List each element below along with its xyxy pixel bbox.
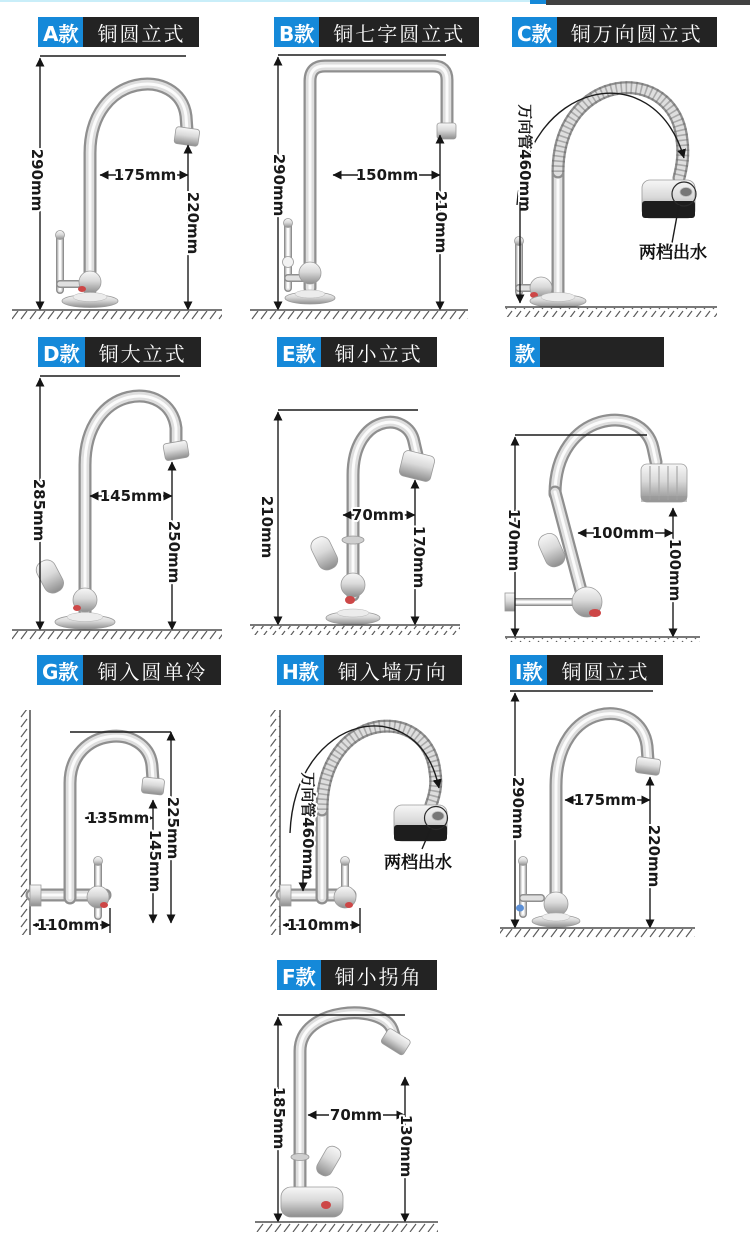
model-title: 铜万向圆立式 bbox=[557, 17, 717, 47]
ground bbox=[250, 625, 460, 635]
panel-h bbox=[250, 650, 495, 962]
dimension-annotations bbox=[270, 55, 450, 310]
spout-drop-dim-label: 220mm bbox=[184, 191, 202, 255]
top-strip-cyan bbox=[0, 0, 533, 2]
model-badge: B款 bbox=[274, 17, 319, 47]
top-strip-blue bbox=[530, 0, 546, 4]
panel-blank bbox=[495, 332, 740, 644]
hose-length-label: 万向管460mm bbox=[299, 772, 317, 880]
faucet-diagram-h bbox=[250, 688, 490, 960]
wall-offset-dim-label: 110mm bbox=[36, 916, 100, 934]
model-badge: I款 bbox=[510, 655, 547, 685]
model-title: 铜小拐角 bbox=[321, 960, 437, 990]
ground bbox=[505, 307, 717, 317]
spout-reach-dim-label: 100mm bbox=[591, 524, 655, 542]
panel-c-header bbox=[512, 17, 740, 47]
faucet-illustration bbox=[515, 88, 696, 308]
panel-d-header bbox=[38, 337, 255, 367]
panel-g bbox=[10, 650, 255, 962]
panel-a bbox=[10, 12, 255, 324]
wall-offset-dim-label: 110mm bbox=[286, 916, 350, 934]
model-badge: G款 bbox=[37, 655, 83, 685]
outer-height-dim-label: 225mm bbox=[164, 796, 182, 860]
model-title: 铜圆立式 bbox=[83, 17, 199, 47]
faucet-diagram-c bbox=[495, 50, 740, 322]
inner-height-dim-label: 145mm bbox=[146, 829, 164, 893]
ground bbox=[255, 1222, 438, 1232]
model-badge: F款 bbox=[277, 960, 321, 990]
height-dim-label: 185mm bbox=[270, 1086, 288, 1150]
model-title: 铜圆立式 bbox=[547, 655, 663, 685]
panel-i-header bbox=[510, 655, 740, 685]
spout-reach-dim-label: 135mm bbox=[86, 809, 150, 827]
spout-reach-dim-label: 150mm bbox=[355, 166, 419, 184]
faucet-diagram-b bbox=[250, 50, 490, 322]
panel-i bbox=[495, 650, 740, 962]
hose-length-label: 万向管460mm bbox=[516, 104, 534, 212]
spray-mode-label: 两档出水 bbox=[639, 243, 707, 263]
spout-reach-dim-label: 70mm bbox=[329, 1106, 383, 1124]
faucet-illustration bbox=[505, 420, 687, 617]
panel-blank-header bbox=[510, 337, 740, 367]
model-badge: H款 bbox=[277, 655, 324, 685]
model-title bbox=[540, 337, 664, 367]
dimension-annotations bbox=[258, 410, 428, 625]
faucet-illustration bbox=[516, 714, 661, 927]
panel-b bbox=[250, 12, 495, 324]
height-dim-label: 290mm bbox=[509, 776, 527, 840]
faucet-illustration bbox=[56, 84, 200, 307]
ground bbox=[500, 928, 695, 938]
faucet-diagram-i bbox=[495, 688, 740, 960]
spout-drop-dim-label: 210mm bbox=[432, 190, 450, 254]
spout-drop-dim-label: 130mm bbox=[397, 1114, 415, 1178]
faucet-diagram-f bbox=[255, 993, 495, 1245]
panel-e-header bbox=[277, 337, 495, 367]
spout-drop-dim-label: 100mm bbox=[666, 538, 684, 602]
model-title: 铜小立式 bbox=[321, 337, 437, 367]
spout-reach-dim-label: 70mm bbox=[351, 506, 405, 524]
model-badge: 款 bbox=[510, 337, 540, 367]
panel-c bbox=[495, 12, 740, 324]
panel-f bbox=[255, 955, 500, 1248]
faucet-illustration bbox=[33, 396, 189, 629]
model-title: 铜入圆单冷 bbox=[83, 655, 221, 685]
panel-a-header bbox=[38, 17, 255, 47]
spray-mode-label: 两档出水 bbox=[384, 853, 452, 873]
height-dim-label: 170mm bbox=[505, 508, 523, 572]
panel-h-header bbox=[277, 655, 495, 685]
spout-drop-dim-label: 250mm bbox=[165, 520, 183, 584]
ground bbox=[12, 310, 222, 320]
spout-reach-dim-label: 175mm bbox=[113, 166, 177, 184]
model-title: 铜大立式 bbox=[85, 337, 201, 367]
faucet-diagram-a bbox=[10, 50, 250, 322]
model-title: 铜入墙万向 bbox=[324, 655, 462, 685]
ground bbox=[250, 310, 468, 320]
model-badge: E款 bbox=[277, 337, 321, 367]
faucet-diagram-e bbox=[250, 370, 490, 642]
panel-d bbox=[10, 332, 255, 644]
spout-drop-dim-label: 220mm bbox=[645, 824, 663, 888]
spout-reach-dim-label: 175mm bbox=[573, 791, 637, 809]
panel-e bbox=[250, 332, 495, 644]
spout-reach-dim-label: 145mm bbox=[99, 487, 163, 505]
top-strip-dark bbox=[546, 0, 750, 5]
faucet-diagram-blank bbox=[495, 370, 740, 642]
wall bbox=[21, 710, 31, 935]
height-dim-label: 210mm bbox=[258, 495, 276, 559]
height-dim-label: 290mm bbox=[270, 153, 288, 217]
height-dim-label: 285mm bbox=[30, 478, 48, 542]
faucet-diagram-g bbox=[10, 688, 250, 960]
panel-b-header bbox=[274, 17, 495, 47]
model-badge: C款 bbox=[512, 17, 557, 47]
wall bbox=[271, 710, 281, 935]
model-badge: D款 bbox=[38, 337, 85, 367]
panel-g-header bbox=[37, 655, 255, 685]
ground bbox=[505, 637, 700, 642]
panel-f-header bbox=[277, 960, 500, 990]
ground bbox=[12, 630, 222, 640]
model-title: 铜七字圆立式 bbox=[319, 17, 479, 47]
faucet-illustration bbox=[283, 66, 457, 304]
model-badge: A款 bbox=[38, 17, 83, 47]
height-dim-label: 290mm bbox=[28, 148, 46, 212]
faucet-diagram-d bbox=[10, 370, 250, 642]
spout-drop-dim-label: 170mm bbox=[410, 525, 428, 589]
